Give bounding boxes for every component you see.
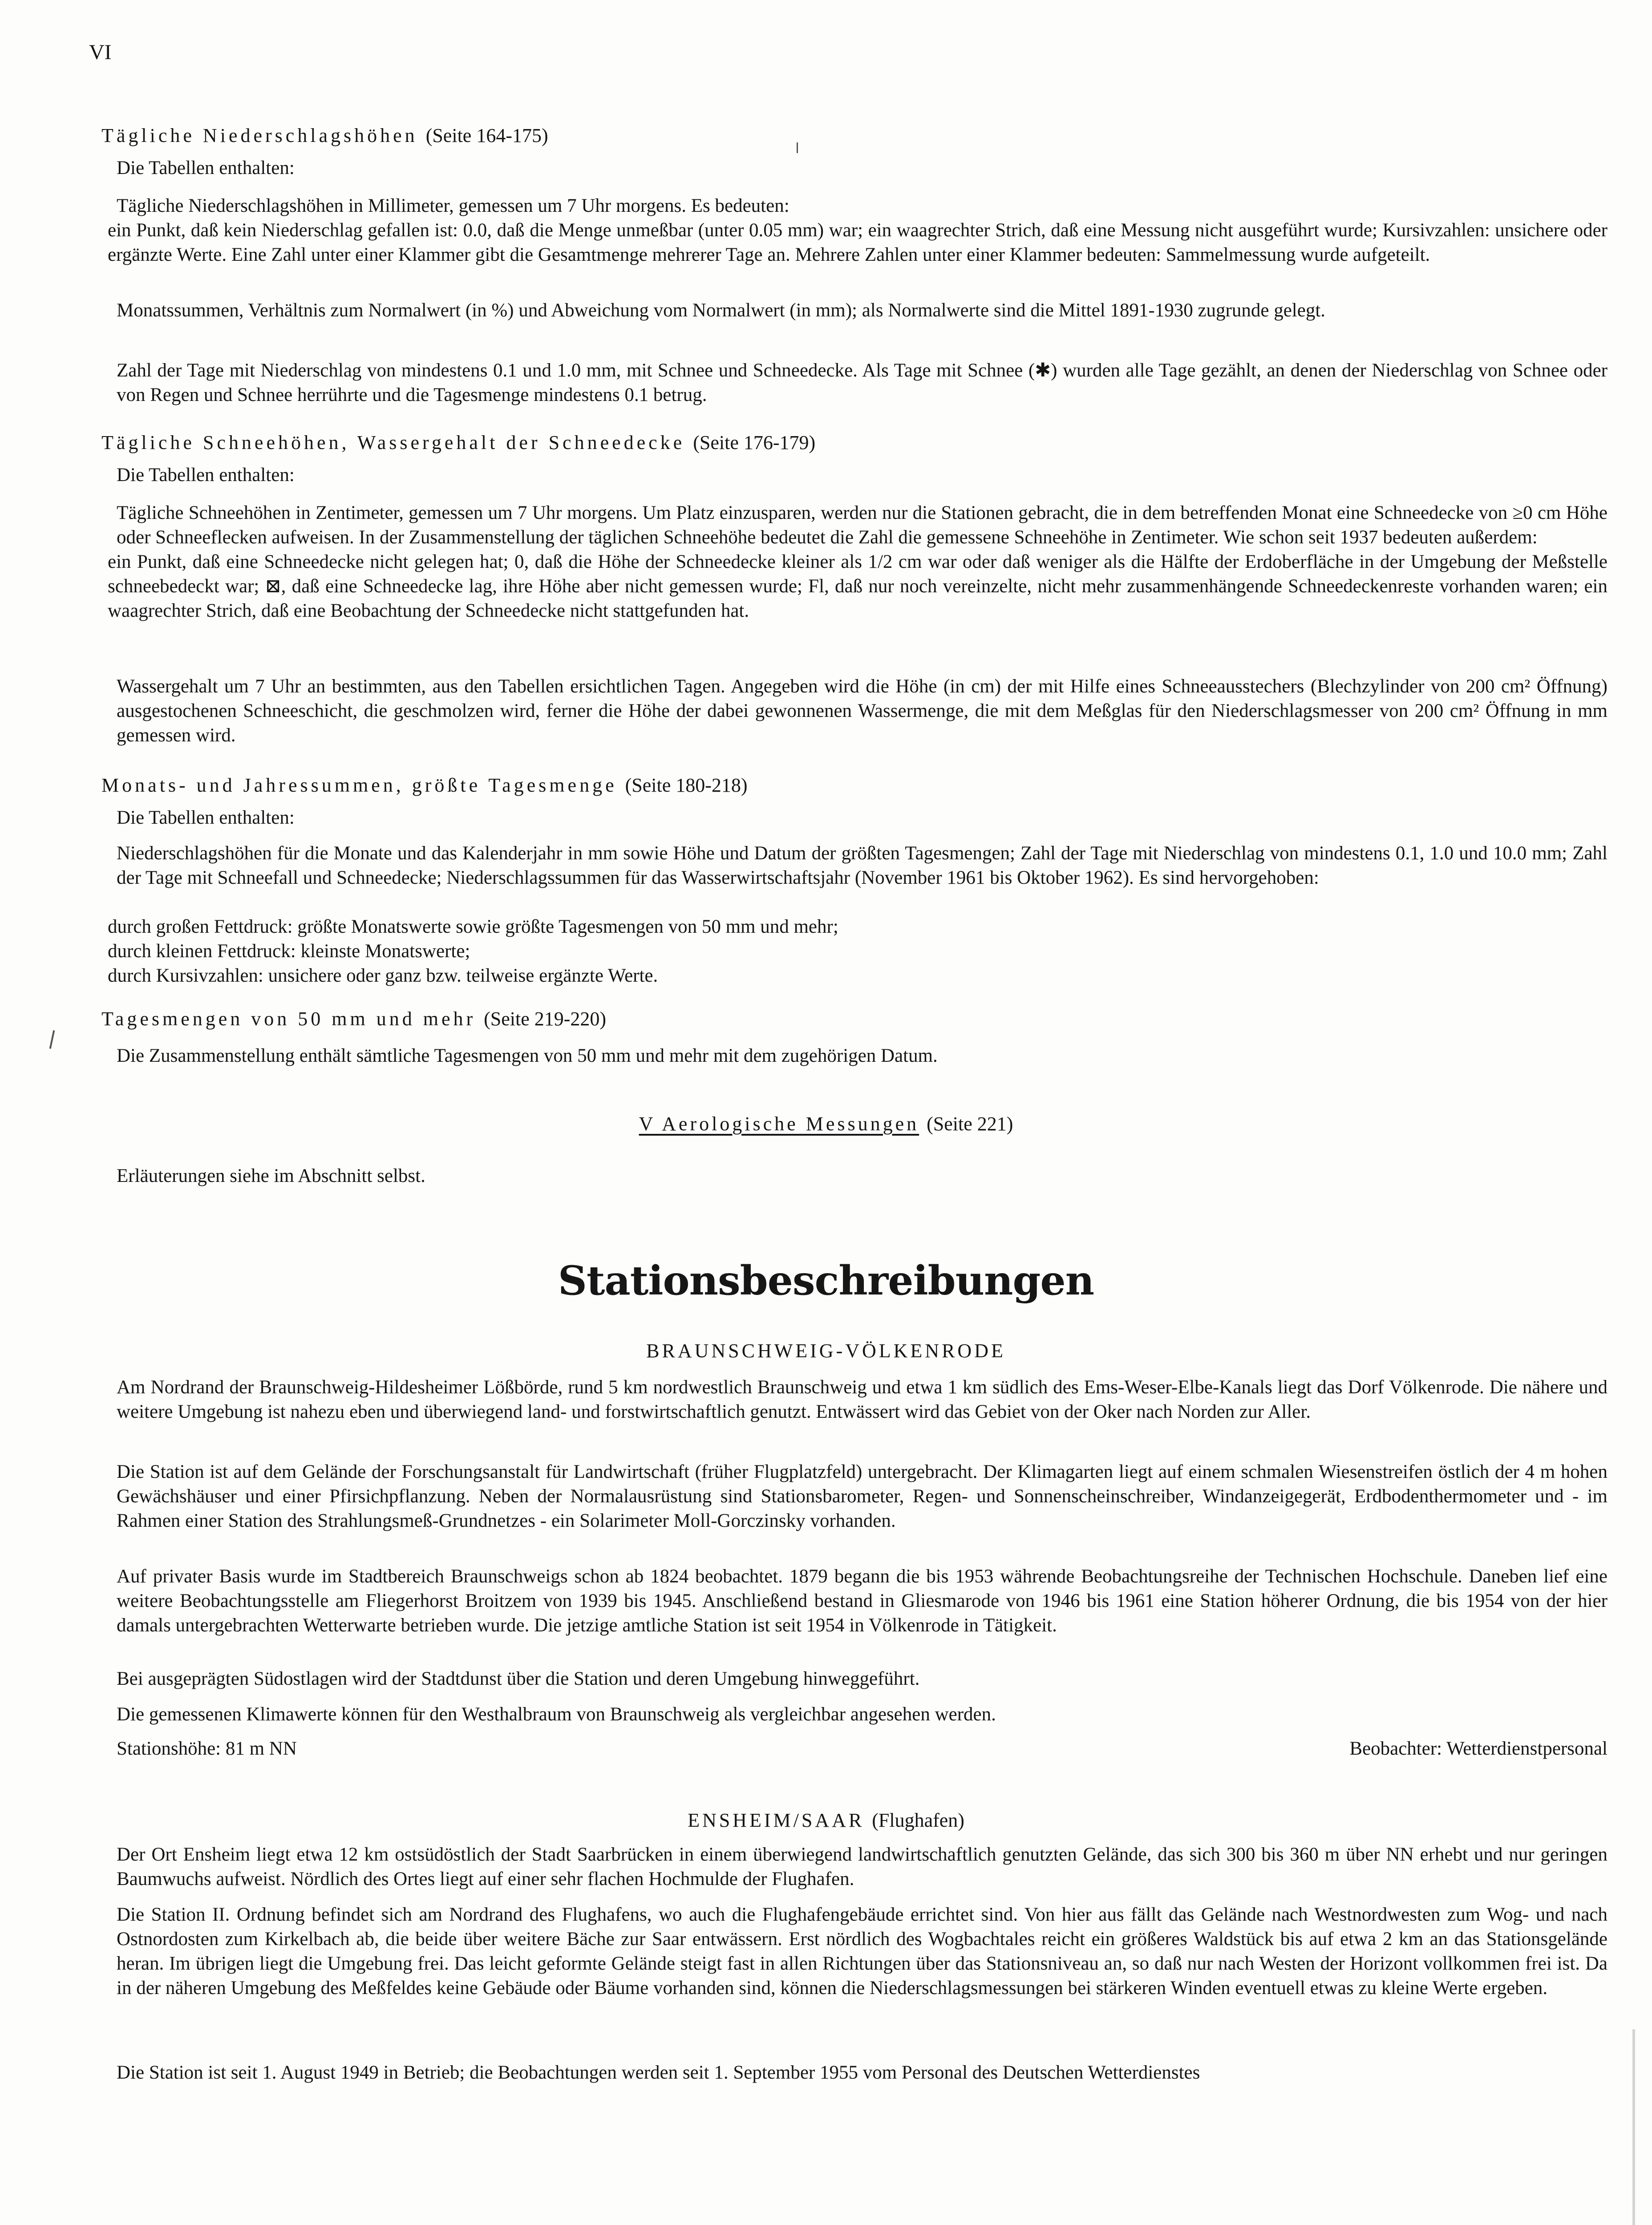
braunschweig-paragraph-4: Bei ausgeprägten Südostlagen wird der Stadtdunst über die Station und deren Umgebung hinweggeführt. <box>117 1668 920 1689</box>
section-heading-aero: V Aerologische Messungen (Seite 221) <box>639 1113 1013 1135</box>
page-title: Stationsbeschreibungen <box>558 1257 1094 1304</box>
braunschweig-paragraph-3: Auf privater Basis wurde im Stadtbereich Braunschweigs schon ab 1824 beobachtet. 1879 begann die bis 1953 währende Beobachtungsreihe der Technischen Hochschule. Daneben lief eine weitere Beobachtungsstelle am Fliegerhorst Broitzem von 1939 bis 1945. Anschließend bestand in Gliesmarode von 1946 bis 1961 eine Station höherer Ordnung, die bis 1954 von der hier damals untergebrachten Wetterwarte betrieben wurde. Die jetzige amtliche Station ist seit 1954 in Völkenrode in Tätigkeit. <box>117 1566 1607 1636</box>
braunschweig-paragraph-1: Am Nordrand der Braunschweig-Hildesheimer Lößbörde, rund 5 km nordwestlich Braunschweig und etwa 1 km südlich des Ems-Weser-Elbe-Kanals liegt das Dorf Völkenrode. Die nähere und weitere Umgebung ist nahezu eben und überwiegend land- und forstwirtschaftlich genutzt. Entwässert wird das Gebiet von der Oker nach Norden zur Aller. <box>117 1377 1607 1422</box>
summen-list-item-3: durch Kursivzahlen: unsichere oder ganz bzw. teilweise ergänzte Werte. <box>108 965 658 986</box>
section-heading-summen: Monats- und Jahressummen, größte Tagesmenge (Seite 180-218) <box>101 774 748 796</box>
scan-edge-shadow <box>1632 2029 1635 2225</box>
niederschlag-intro: Die Tabellen enthalten: <box>117 158 295 178</box>
station-name-braunschweig: BRAUNSCHWEIG-VÖLKENRODE <box>646 1340 1006 1362</box>
schnee-paragraph-2: Wassergehalt um 7 Uhr an bestimmten, aus den Tabellen ersichtlichen Tagen. Angegeben wird die Höhe (in cm) der mit Hilfe eines Schneeausstechers (Blechzylinder von 200 cm² Öffnung) ausgestochenen Schneeschicht, die geschmolzen wird, ferner die Höhe der dabei gewonnenen Wassermenge, die mit dem Meßglas für den Niederschlagsmesser von 200 cm² Öffnung in mm gemessen wird. <box>117 676 1607 746</box>
summen-intro: Die Tabellen enthalten: <box>117 807 295 828</box>
aero-paragraph: Erläuterungen siehe im Abschnitt selbst. <box>117 1165 425 1186</box>
ensheim-paragraph-1: Der Ort Ensheim liegt etwa 12 km ostsüdöstlich der Stadt Saarbrücken in einem überwiegend landwirtschaftlich genutzten Gelände, das sich 300 bis 360 m über NN erhebt und nur geringen Baumwuchs aufweist. Nördlich des Ortes liegt auf einer sehr flachen Hochmulde der Flughafen. <box>117 1844 1607 1889</box>
summen-list-item-1: durch großen Fettdruck: größte Monatswerte sowie größte Tagesmengen von 50 mm und mehr; <box>108 916 838 937</box>
station-observer: Beobachter: Wetterdienstpersonal <box>1349 1738 1607 1759</box>
schnee-paragraph-1: Tägliche Schneehöhen in Zentimeter, gemessen um 7 Uhr morgens. Um Platz einzusparen, werden nur die Stationen gebracht, die in dem betreffenden Monat eine Schneedecke von ≥0 cm Höhe oder Schneeflecken aufweisen. In der Zusammenstellung der täglichen Schneehöhe bedeutet die Zahl die gemessene Schneehöhe in Zentimeter. Wie schon seit 1937 bedeuten außerdem: ein Punkt, daß eine Schneedecke nicht gelegen hat; 0, daß die Höhe der Schneedecke kleiner als 1/2 cm war oder daß weniger als die Hälfte der Erdoberfläche in der Umgebung der Meßstelle schneebedeckt war; ⊠, daß eine Schneedecke lag, ihre Höhe aber nicht gemessen wurde; Fl, daß nur noch vereinzelte, nicht mehr zusammenhängende Schneedeckenreste vorhanden waren; ein waagrechter Strich, daß eine Beobachtung der Schneedecke nicht stattgefunden hat. <box>108 502 1607 621</box>
section-heading-niederschlag: Tägliche Niederschlagshöhen (Seite 164-175) <box>101 125 548 146</box>
page-number: VI <box>89 40 112 64</box>
ensheim-paragraph-2: Die Station II. Ordnung befindet sich am Nordrand des Flughafens, wo auch die Flughafengebäude errichtet sind. Von hier aus fällt das Gelände nach Westnordwesten zum Wog- und nach Ostnordosten zum Kirkelbach ab, die beide über weitere Bäche zur Saar entwässern. Erst nördlich des Wogbachtales reicht ein größeres Waldstück bis auf etwa 2 km an das Stationsgelände heran. Im übrigen liegt die Umgebung frei. Das leicht geformte Gelände steigt fast in allen Richtungen über das Stationsniveau an, so daß nur nach Westen der Horizont vollkommen frei ist. Da in der näheren Umgebung des Meßfeldes keine Gebäude oder Bäume vorhanden sind, können die Niederschlagsmessungen bei stärkeren Winden eventuell etwas zu kleine Werte ergeben. <box>117 1904 1607 1998</box>
braunschweig-footer <box>117 1738 1607 1760</box>
station-height: Stationshöhe: 81 m NN <box>117 1738 297 1759</box>
schnee-intro: Die Tabellen enthalten: <box>117 465 295 485</box>
summen-paragraph-1: Niederschlagshöhen für die Monate und das Kalenderjahr in mm sowie Höhe und Datum der größten Tagesmengen; Zahl der Tage mit Niederschlag von mindestens 0.1, 1.0 und 10.0 mm; Zahl der Tage mit Schneefall und Schneedecke; Niederschlagssummen für das Wasserwirtschaftsjahr (November 1961 bis Oktober 1962). Es sind hervorgehoben: <box>117 843 1607 888</box>
braunschweig-paragraph-5: Die gemessenen Klimawerte können für den Westhalbraum von Braunschweig als vergleichbar angesehen werden. <box>117 1704 996 1725</box>
braunschweig-paragraph-2: Die Station ist auf dem Gelände der Forschungsanstalt für Landwirtschaft (früher Flugplatzfeld) untergebracht. Der Klimagarten liegt auf einem schmalen Wiesenstreifen östlich der 4 m hohen Gewächshäuser und einer Pfirsichpflanzung. Neben der Normalausrüstung sind Stationsbarometer, Regen- und Sonnenscheinschreiber, Windanzeigegerät, Erdbodenthermometer und - im Rahmen einer Station des Strahlungsmeß-Grundnetzes - ein Solarimeter Moll-Gorczinsky vorhanden. <box>117 1461 1607 1531</box>
niederschlag-paragraph-2: Monatssummen, Verhältnis zum Normalwert (in %) und Abweichung vom Normalwert (in mm); als Normalwerte sind die Mittel 1891-1930 zugrunde gelegt. <box>117 300 1326 321</box>
niederschlag-paragraph-3: Zahl der Tage mit Niederschlag von mindestens 0.1 und 1.0 mm, mit Schnee und Schneedecke. Als Tage mit Schnee (✱) wurden alle Tage gezählt, an denen der Niederschlag von Schnee oder von Regen und Schnee herrührte und die Tagesmenge mindestens 0.1 betrug. <box>117 360 1607 405</box>
ensheim-paragraph-3: Die Station ist seit 1. August 1949 in Betrieb; die Beobachtungen werden seit 1. September 1955 vom Personal des Deutschen Wetterdienstes <box>117 2062 1200 2083</box>
summen-list-item-2: durch kleinen Fettdruck: kleinste Monatswerte; <box>108 941 470 962</box>
scan-mark <box>49 1030 55 1049</box>
niederschlag-paragraph-1: Tägliche Niederschlagshöhen in Millimeter, gemessen um 7 Uhr morgens. Es bedeuten: ein Punkt, daß kein Niederschlag gefallen ist: 0.0, daß die Menge unmeßbar (unter 0.05 mm) war; ein waagrechter Strich, daß eine Messung nicht ausgeführt wurde; Kursivzahlen: unsichere oder ergänzte Werte. Eine Zahl unter einer Klammer gibt die Gesamtmenge mehrerer Tage an. Mehrere Zahlen unter einer Klammer bedeuten: Sammelmessung wurde aufgeteilt. <box>108 195 1607 265</box>
section-heading-schnee: Tägliche Schneehöhen, Wassergehalt der Schneedecke (Seite 176-179) <box>101 432 816 453</box>
tagesmengen-paragraph: Die Zusammenstellung enthält sämtliche Tagesmengen von 50 mm und mehr mit dem zugehörigen Datum. <box>117 1045 938 1066</box>
section-heading-tagesmengen: Tagesmengen von 50 mm und mehr (Seite 219-220) <box>101 1008 607 1030</box>
station-name-ensheim: ENSHEIM/SAAR (Flughafen) <box>688 1809 964 1831</box>
scan-mark <box>797 142 798 153</box>
summen-list <box>108 914 1607 988</box>
